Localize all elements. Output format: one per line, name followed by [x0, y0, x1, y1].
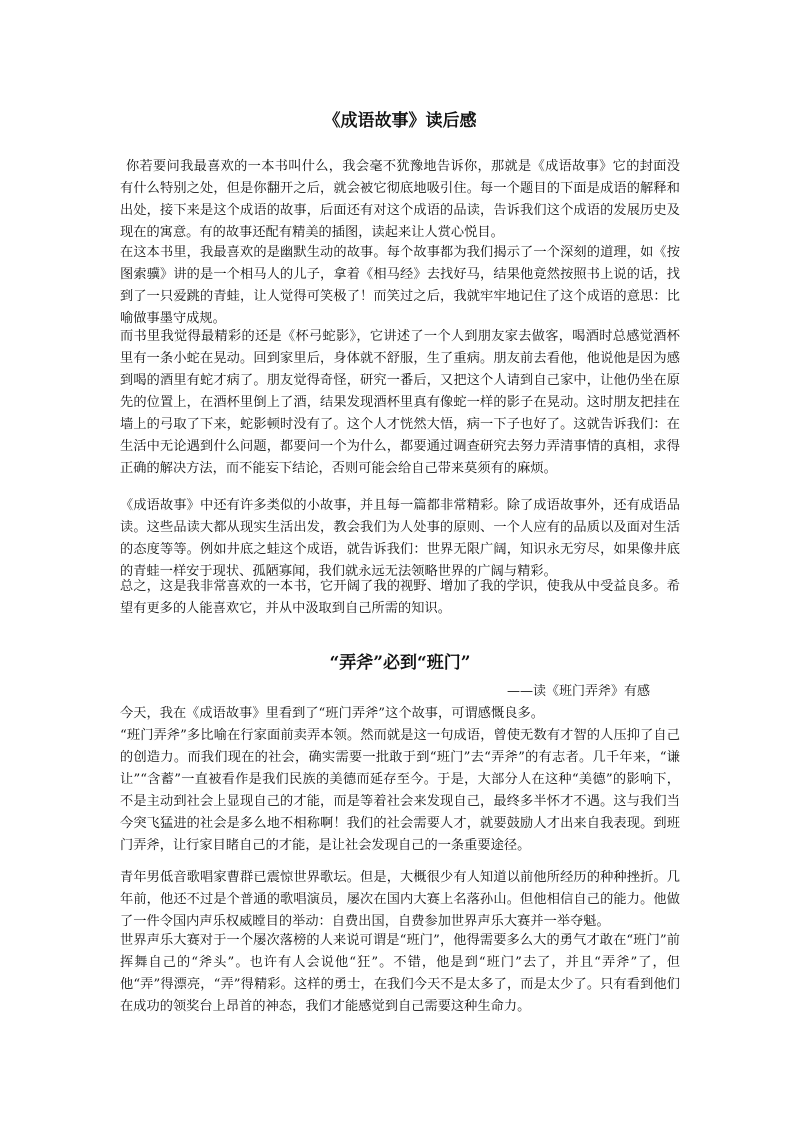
essay1-title: 《成语故事》读后感 [323, 111, 477, 131]
essay2-paragraph-1: 今天，我在《成语故事》里看到了“班门弄斧”这个故事，可谓感慨良多。 [120, 706, 544, 721]
essay1-paragraph-5: 总之，这是我非常喜欢的一本书，它开阔了我的视野、增加了我的学识，使我从中受益良多。希望有更多的人能喜欢它，并从中汲取到自己所需的知识。 [120, 579, 680, 616]
essay2-paragraph-4: 世界声乐大赛对于一个屡次落榜的人来说可谓是“班门”，他得需要多么大的勇气才敢在“班门”前挥舞自己的“斧头”。也许有人会说他“狂”。不错，他是到“班门”去了，并且“弄斧”了，但他“弄”得漂亮，“弄”得精彩。这样的勇士，在我们今天不是太多了，而是太少了。只有看到他们在成功的领奖台上昂首的神态，我们才能感觉到自己需要这种生命力。 [120, 933, 680, 1014]
essay1-paragraph-3: 而书里我觉得最精彩的还是《杯弓蛇影》，它讲述了一个人到朋友家去做客，喝酒时总感觉酒杯里有一条小蛇在晃动。回到家里后，身体就不舒服，生了重病。朋友前去看他，他说他是因为感到喝的酒里有蛇才病了。朋友觉得奇怪，研究一番后，又把这个人请到自己家中，让他仍坐在原先的位置上，在酒杯里倒上了酒，结果发现酒杯里真有像蛇一样的影子在晃动。这时朋友把挂在墙上的弓取了下来，蛇影顿时没有了。这个人才恍然大悟，病一下子也好了。这就告诉我们：在生活中无论遇到什么问题，都要问一个为什么，都要通过调查研究去努力弄清事情的真相，求得正确的解决方法，而不能妄下结论，否则可能会给自己带来莫须有的麻烦。 [120, 329, 680, 476]
essay1-paragraph-4: 《成语故事》中还有许多类似的小故事，并且每一篇都非常精彩。除了成语故事外，还有成语品读。这些品读大都从现实生活出发，教会我们为人处事的原则、一个人应有的品质以及面对生活的态度等等。例如井底之蛙这个成语，就告诉我们：世界无限广阔，知识永无穷尽，如果像井底的青蛙一样安于现状、孤陋寡闻，我们就永远无法领略世界的广阔与精彩。 [120, 498, 680, 579]
essay1-paragraph-2: 在这本书里，我最喜欢的是幽默生动的故事。每个故事都为我们揭示了一个深刻的道理，如《按图索骥》讲的是一个相马人的儿子，拿着《相马经》去找好马，结果他竟然按照书上说的话，找到了一只爱跳的青蛙，让人觉得可笑极了！而笑过之后，我就牢牢地记住了这个成语的意思：比喻做事墨守成规。 [120, 245, 680, 326]
essay2-title: “弄斧”必到“班门” [329, 653, 471, 673]
essay2-paragraph-2: “班门弄斧”多比喻在行家面前卖弄本领。然而就是这一句成语，曾使无数有才智的人压抑了自己的创造力。而我们现在的社会，确实需要一批敢于到“班门”去“弄斧”的有志者。几千年来，“谦让”“含蓄”一直被看作是我们民族的美德而延存至今。于是，大部分人在这种“美德”的影响下，不是主动到社会上显现自己的才能，而是等着社会来发现自己，最终多半怀才不遇。这与我们当今突飞猛进的社会是多么地不相称啊！我们的社会需要人才，就要鼓励人才出来自我表现。到班门弄斧，让行家目睹自己的才能，是让社会发现自己的一条重要途径。 [120, 728, 680, 853]
essay2-subtitle: ——读《班门弄斧》有感 [506, 684, 650, 699]
essay1-paragraph-1: 你若要问我最喜欢的一本书叫什么，我会毫不犹豫地告诉你，那就是《成语故事》它的封面没有什么特别之处，但是你翻开之后，就会被它彻底地吸引住。每一个题目的下面是成语的解释和出处，接下来是这个成语的故事，后面还有对这个成语的品读，告诉我们这个成语的发展历史及现在的寓意。有的故事还配有精美的插图，读起来让人赏心悦目。 [120, 159, 680, 240]
essay2-paragraph-3: 青年男低音歌唱家曹群已震惊世界歌坛。但是，大概很少有人知道以前他所经历的种种挫折。几年前，他还不过是个普通的歌唱演员，屡次在国内大赛上名落孙山。但他相信自己的能力。他做了一件令国内声乐权威瞠目的举动：自费出国，自费参加世界声乐大赛并一举夺魁。 [120, 870, 680, 929]
